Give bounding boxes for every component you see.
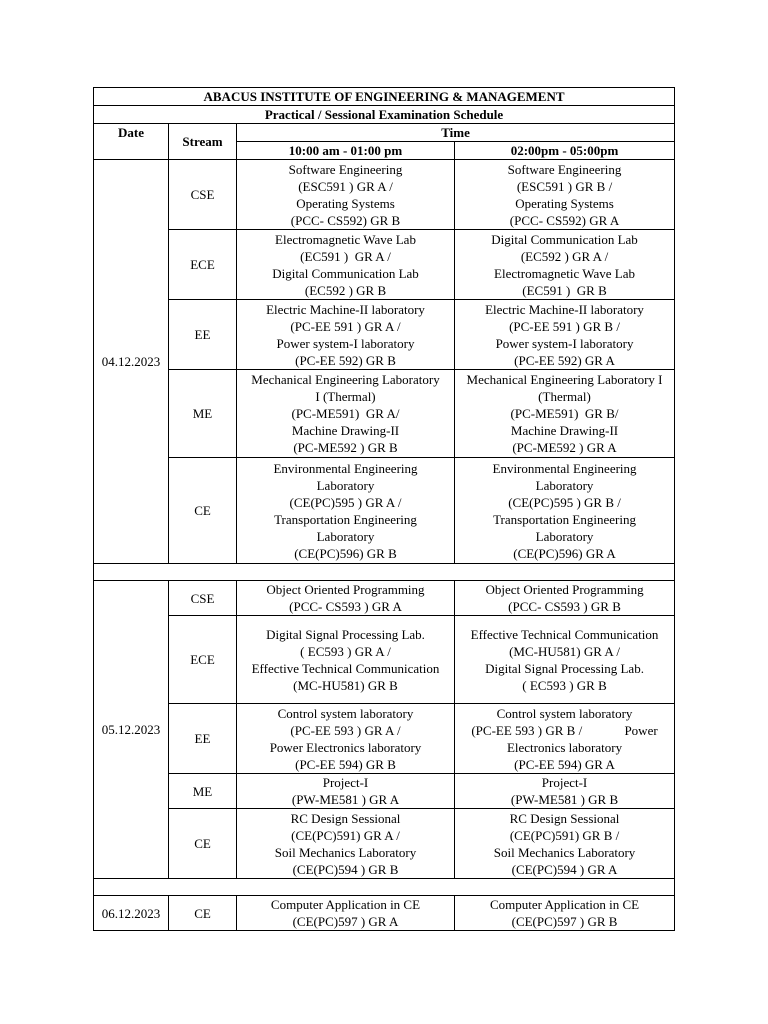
- subject-line: (EC592 ) GR A /: [520, 248, 609, 264]
- subject-line: Computer Application in CE: [270, 897, 421, 912]
- subject-line: (ESC591 ) GR A /: [298, 178, 393, 194]
- subject-line: ( EC593 ) GR A /: [300, 643, 391, 659]
- exam-schedule-table: [93, 87, 675, 931]
- subject-line: Electromagnetic Wave Lab: [494, 265, 635, 281]
- table-row: [94, 160, 675, 230]
- slot1-header: 10:00 am - 01:00 pm: [237, 142, 455, 160]
- subject-line: (PC-EE 592) GR B: [295, 352, 396, 368]
- stream-cell: CE: [169, 809, 237, 879]
- separator-cell: [94, 564, 675, 581]
- subject-line: (CE(PC)597 ) GR B: [511, 914, 618, 929]
- subject-line: Power Electronics laboratory: [269, 739, 422, 755]
- subject-line: Digital Communication Lab: [491, 231, 638, 247]
- table-row: [94, 581, 675, 616]
- subject-line: RC Design Sessional: [290, 810, 401, 826]
- subject-line: Power system-I laboratory: [495, 335, 634, 351]
- table-row: [94, 896, 675, 931]
- subject-line: (MC-HU581) GR A /: [509, 643, 620, 659]
- stream-header: Stream: [169, 124, 237, 160]
- subject-line: Machine Drawing-II: [510, 423, 619, 438]
- subject-line: (PC-ME592 ) GR A: [512, 440, 617, 455]
- table-row: [94, 300, 675, 370]
- subject-line: Operating Systems: [515, 195, 614, 211]
- slot2-cell: [455, 370, 675, 458]
- subject-line: Environmental Engineering: [492, 460, 637, 476]
- subject-line: Mechanical Engineering Laboratory: [251, 372, 440, 387]
- separator-cell: [94, 879, 675, 896]
- subject-line: Electromagnetic Wave Lab: [275, 231, 416, 247]
- subject-line: (EC592 ) GR B: [304, 282, 387, 298]
- subject-line: (CE(PC)594 ) GR A: [511, 861, 618, 877]
- subject-line: Machine Drawing-II: [291, 423, 400, 438]
- subject-line: (PCC- CS592) GR A: [509, 212, 620, 228]
- slot2-cell: [455, 616, 675, 704]
- subject-line: Digital Communication Lab: [272, 265, 419, 281]
- subject-line: (CE(PC)591) GR A /: [291, 827, 400, 843]
- subject-line: (CE(PC)596) GR A: [513, 545, 616, 561]
- slot1-cell: [237, 704, 455, 774]
- subject-line: Operating Systems: [296, 195, 395, 211]
- subject-line: (MC-HU581) GR B: [293, 677, 398, 693]
- slot1-cell: [237, 809, 455, 879]
- slot1-cell: [237, 458, 455, 564]
- subject-line: I (Thermal): [315, 389, 376, 404]
- slot2-cell: [455, 581, 675, 616]
- slot2-cell: [455, 809, 675, 879]
- slot2-header: 02:00pm - 05:00pm: [455, 142, 675, 160]
- subject-line: (PC-EE 591 ) GR A /: [290, 318, 401, 334]
- slot2-cell: [455, 230, 675, 300]
- subject-line: (PCC- CS593 ) GR A: [289, 599, 402, 614]
- subject-line: Digital Signal Processing Lab.: [485, 660, 644, 676]
- stream-cell: EE: [169, 300, 237, 370]
- slot1-cell: [237, 300, 455, 370]
- subject-line: (Thermal): [538, 389, 591, 404]
- subject-line: (CE(PC)591) GR B /: [509, 827, 620, 843]
- subject-line: Project-I: [322, 775, 369, 790]
- subject-line: Electric Machine-II laboratory: [485, 301, 644, 317]
- subject-line: Software Engineering: [288, 161, 403, 177]
- table-row: [94, 370, 675, 458]
- subject-line: Effective Technical Communication: [251, 660, 440, 676]
- stream-cell: CSE: [169, 160, 237, 230]
- subject-line: (CE(PC)596) GR B: [294, 545, 397, 561]
- subject-line: Power system-I laboratory: [276, 335, 415, 351]
- slot1-cell: [237, 774, 455, 809]
- subject-line: (PC-EE 593 ) GR B / Power: [471, 722, 658, 738]
- date-header: Date: [94, 124, 169, 160]
- stream-cell: ME: [169, 370, 237, 458]
- stream-cell: ME: [169, 774, 237, 809]
- subject-line: (CE(PC)595 ) GR A /: [289, 494, 402, 510]
- subject-line: (PC-EE 591 ) GR B /: [509, 318, 620, 334]
- table-row: [94, 230, 675, 300]
- subject-line: Transportation Engineering: [274, 511, 417, 527]
- subject-line: (PC-EE 592) GR A: [514, 352, 615, 368]
- subject-line: Software Engineering: [507, 161, 622, 177]
- subject-line: Soil Mechanics Laboratory: [274, 844, 417, 860]
- slot2-cell: [455, 704, 675, 774]
- subject-line: (PC-ME592 ) GR B: [293, 440, 398, 455]
- date-cell: 05.12.2023: [94, 581, 169, 879]
- subject-line: (CE(PC)597 ) GR A: [292, 914, 399, 929]
- slot2-cell: [455, 160, 675, 230]
- day-separator: [94, 564, 675, 581]
- subject-line: Laboratory: [535, 528, 594, 544]
- stream-cell: CSE: [169, 581, 237, 616]
- time-header: Time: [237, 124, 675, 142]
- subject-line: Laboratory: [316, 528, 375, 544]
- date-cell: 04.12.2023: [94, 160, 169, 564]
- stream-cell: EE: [169, 704, 237, 774]
- subject-line: (PC-EE 594) GR A: [514, 756, 615, 772]
- schedule-body: [94, 160, 675, 931]
- slot2-cell: [455, 774, 675, 809]
- subject-line: (PCC- CS593 ) GR B: [508, 599, 621, 614]
- slot1-cell: [237, 230, 455, 300]
- subject-line: Digital Signal Processing Lab.: [266, 626, 425, 642]
- subject-line: Soil Mechanics Laboratory: [493, 844, 636, 860]
- subject-line: Transportation Engineering: [493, 511, 636, 527]
- table-row: [94, 809, 675, 879]
- subject-line: Laboratory: [535, 477, 594, 493]
- subject-line: (PCC- CS592) GR B: [290, 212, 401, 228]
- slot1-cell: [237, 581, 455, 616]
- slot2-cell: [455, 458, 675, 564]
- subject-line: Environmental Engineering: [273, 460, 418, 476]
- stream-cell: CE: [169, 458, 237, 564]
- subject-line: (EC591 ) GR B: [522, 282, 607, 298]
- day-separator: [94, 879, 675, 896]
- subject-line: Electronics laboratory: [506, 739, 623, 755]
- subject-line: Mechanical Engineering Laboratory I: [466, 372, 663, 387]
- subject-line: Control system laboratory: [496, 705, 633, 721]
- subject-line: Electric Machine-II laboratory: [266, 301, 425, 317]
- subject-line: Object Oriented Programming: [485, 582, 644, 597]
- stream-cell: ECE: [169, 230, 237, 300]
- table-row: [94, 774, 675, 809]
- subject-line: (CE(PC)595 ) GR B /: [508, 494, 621, 510]
- subject-line: (EC591 ) GR A /: [300, 248, 391, 264]
- subject-line: (PC-ME591) GR A/: [291, 406, 400, 421]
- subject-line: (PC-EE 594) GR B: [295, 756, 396, 772]
- subject-line: Effective Technical Communication: [470, 626, 659, 642]
- schedule-subtitle: Practical / Sessional Examination Schedule: [94, 106, 675, 124]
- slot1-cell: [237, 616, 455, 704]
- subject-line: (ESC591 ) GR B /: [516, 178, 613, 194]
- slot1-cell: [237, 160, 455, 230]
- slot1-cell: [237, 370, 455, 458]
- subject-line: (PC-ME591) GR B/: [510, 406, 619, 421]
- table-row: [94, 458, 675, 564]
- stream-cell: CE: [169, 896, 237, 931]
- subject-line: (PW-ME581 ) GR A: [291, 792, 400, 807]
- date-cell: 06.12.2023: [94, 896, 169, 931]
- subject-line: Control system laboratory: [277, 705, 414, 721]
- institute-title: ABACUS INSTITUTE OF ENGINEERING & MANAGEMENT: [94, 88, 675, 106]
- subject-line: Project-I: [541, 775, 588, 790]
- subject-line: (CE(PC)594 ) GR B: [292, 861, 399, 877]
- stream-cell: ECE: [169, 616, 237, 704]
- slot2-cell: [455, 896, 675, 931]
- subject-line: Laboratory: [316, 477, 375, 493]
- subject-line: ( EC593 ) GR B: [522, 677, 607, 693]
- subject-line: RC Design Sessional: [509, 810, 620, 826]
- table-row: [94, 616, 675, 704]
- subject-line: Computer Application in CE: [489, 897, 640, 912]
- subject-line: (PC-EE 593 ) GR A /: [290, 722, 401, 738]
- subject-line: Object Oriented Programming: [266, 582, 425, 597]
- slot2-cell: [455, 300, 675, 370]
- slot1-cell: [237, 896, 455, 931]
- table-row: [94, 704, 675, 774]
- subject-line: (PW-ME581 ) GR B: [510, 792, 619, 807]
